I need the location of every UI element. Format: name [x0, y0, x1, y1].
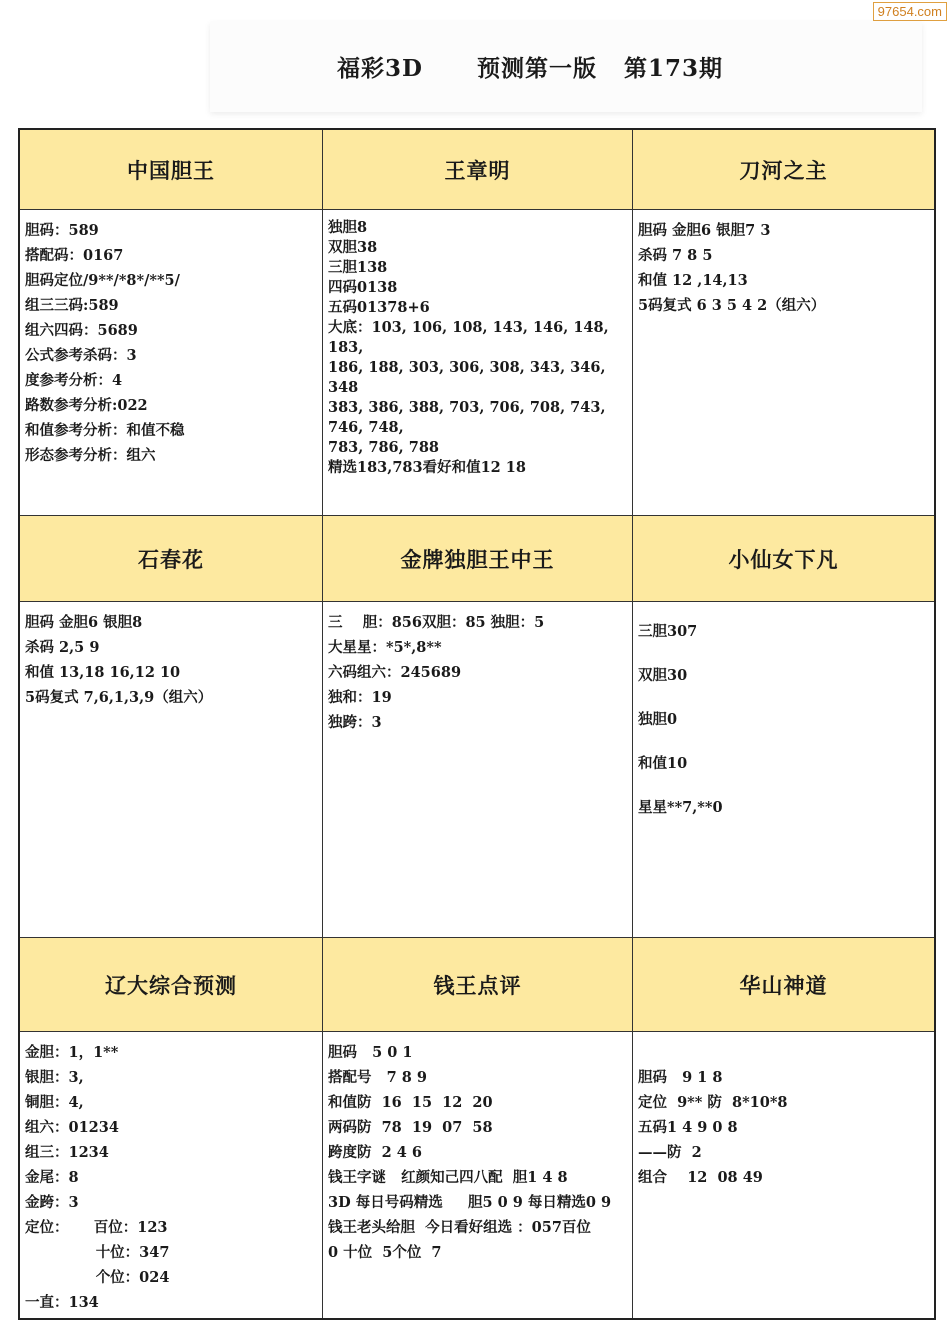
prediction-line: 四码0138	[328, 279, 398, 296]
prediction-line: 组三三码:589	[25, 297, 119, 314]
cell-body	[20, 1032, 323, 1318]
prediction-line: 三 胆：856双胆：85 独胆：5	[328, 614, 545, 631]
prediction-line: 双胆38	[328, 239, 378, 256]
prediction-line: 双胆30	[638, 667, 688, 684]
prediction-line: 独跨：3	[328, 714, 382, 731]
prediction-line: 组三：1234	[25, 1144, 109, 1161]
prediction-line: 独胆0	[638, 711, 678, 728]
prediction-line: 三胆138	[328, 259, 388, 276]
cell-header: 辽大综合预测	[20, 938, 323, 1032]
prediction-line: 搭配号 7 8 9	[328, 1069, 428, 1086]
prediction-line: 金尾：8	[25, 1169, 79, 1186]
prediction-line: 和值参考分析：和值不稳	[25, 422, 185, 439]
prediction-line: 银胆：3,	[25, 1069, 84, 1086]
cell-header: 刀河之主	[633, 130, 934, 210]
prediction-line: 胆码 9 1 8	[638, 1069, 723, 1086]
prediction-line: 组六四码：5689	[25, 322, 138, 339]
prediction-line: 0 十位 5个位 7	[328, 1244, 442, 1261]
cell-header: 石春花	[20, 516, 323, 602]
prediction-line: 钱王字谜 红颜知己四八配 胆1 4 8	[328, 1169, 568, 1186]
cell-body	[633, 210, 934, 516]
cell-header: 中国胆王	[20, 130, 323, 210]
prediction-line: 度参考分析：4	[25, 372, 123, 389]
prediction-line: 钱王老头给胆 今日看好组选 ：057百位	[328, 1219, 591, 1236]
cell-body	[633, 1032, 934, 1318]
prediction-line: 十位：347	[25, 1244, 170, 1261]
cell-body	[323, 210, 633, 516]
prediction-line: 路数参考分析:022	[25, 397, 148, 414]
prediction-line: 大底：103, 106, 108, 143, 146, 148, 183,	[328, 319, 614, 356]
prediction-line: 和值10	[638, 755, 688, 772]
prediction-line: 精选183,783看好和值12 18	[328, 459, 526, 476]
prediction-line: 独和：19	[328, 689, 392, 706]
cell-body	[20, 210, 323, 516]
prediction-line: 三胆307	[638, 623, 698, 640]
prediction-line: 3D 每日号码精选 胆5 0 9 每日精选0 9	[328, 1194, 612, 1211]
prediction-line: 186, 188, 303, 306, 308, 343, 346, 348	[328, 359, 611, 396]
prediction-line: 和值 12 ,14,13	[638, 272, 748, 289]
prediction-line: 和值 13,18 16,12 10	[25, 664, 181, 681]
cell-header: 金牌独胆王中王	[323, 516, 633, 602]
prediction-line: 定位： 百位：123	[25, 1219, 168, 1236]
prediction-line: 个位：024	[25, 1269, 170, 1286]
prediction-line: 和值防 16 15 12 20	[328, 1094, 493, 1111]
prediction-line: 两码防 78 19 07 58	[328, 1119, 493, 1136]
cell-body	[20, 602, 323, 938]
prediction-line: 独胆8	[328, 219, 368, 236]
cell-body	[633, 602, 934, 938]
prediction-line: 5码复式 7,6,1,3,9（组六）	[25, 689, 213, 706]
prediction-line: ——防 2	[638, 1144, 702, 1161]
prediction-line: 杀码 2,5 9	[25, 639, 100, 656]
prediction-line: 组六：01234	[25, 1119, 119, 1136]
cell-body	[323, 602, 633, 938]
prediction-line: 组合 12 08 49	[638, 1169, 763, 1186]
cell-header: 小仙女下凡	[633, 516, 934, 602]
prediction-line: 星星**7,**0	[638, 799, 723, 816]
prediction-line: 胆码 金胆6 银胆8	[25, 614, 143, 631]
prediction-line: 一直：134	[25, 1294, 99, 1311]
cell-header: 华山神道	[633, 938, 934, 1032]
prediction-line: 783, 786, 788	[328, 439, 439, 456]
prediction-line: 五码1 4 9 0 8	[638, 1119, 738, 1136]
watermark: 97654.com	[873, 2, 947, 21]
prediction-line	[638, 1040, 929, 1065]
prediction-line: 383, 386, 388, 703, 706, 708, 743, 746, 748,	[328, 399, 611, 436]
prediction-line: 跨度防 2 4 6	[328, 1144, 422, 1161]
cell-header: 王章明	[323, 130, 633, 210]
prediction-line: 五码01378+6	[328, 299, 430, 316]
prediction-line: 金胆：1，1**	[25, 1044, 119, 1061]
prediction-line: 铜胆：4,	[25, 1094, 84, 1111]
prediction-line: 胆码定位/9**/*8*/**5/	[25, 272, 180, 289]
prediction-line: 六码组六：245689	[328, 664, 462, 681]
prediction-line: 大星星：*5*,8**	[328, 639, 442, 656]
prediction-line: 杀码 7 8 5	[638, 247, 713, 264]
cell-header: 钱王点评	[323, 938, 633, 1032]
prediction-line: 5码复式 6 3 5 4 2（组六）	[638, 297, 826, 314]
prediction-line: 形态参考分析：组六	[25, 447, 156, 464]
prediction-line: 搭配码：0167	[25, 247, 124, 264]
title-banner	[210, 22, 922, 112]
page-title: 福彩3D 预测第一版 第173期	[336, 55, 724, 82]
prediction-line: 公式参考杀码：3	[25, 347, 137, 364]
prediction-line: 金跨：3	[25, 1194, 79, 1211]
prediction-line: 胆码：589	[25, 222, 99, 239]
cell-body	[323, 1032, 633, 1318]
prediction-line: 胆码 5 0 1	[328, 1044, 413, 1061]
prediction-line: 胆码 金胆6 银胆7 3	[638, 222, 771, 239]
prediction-table	[18, 128, 936, 1320]
prediction-line: 定位 9** 防 8*10*8	[638, 1094, 788, 1111]
